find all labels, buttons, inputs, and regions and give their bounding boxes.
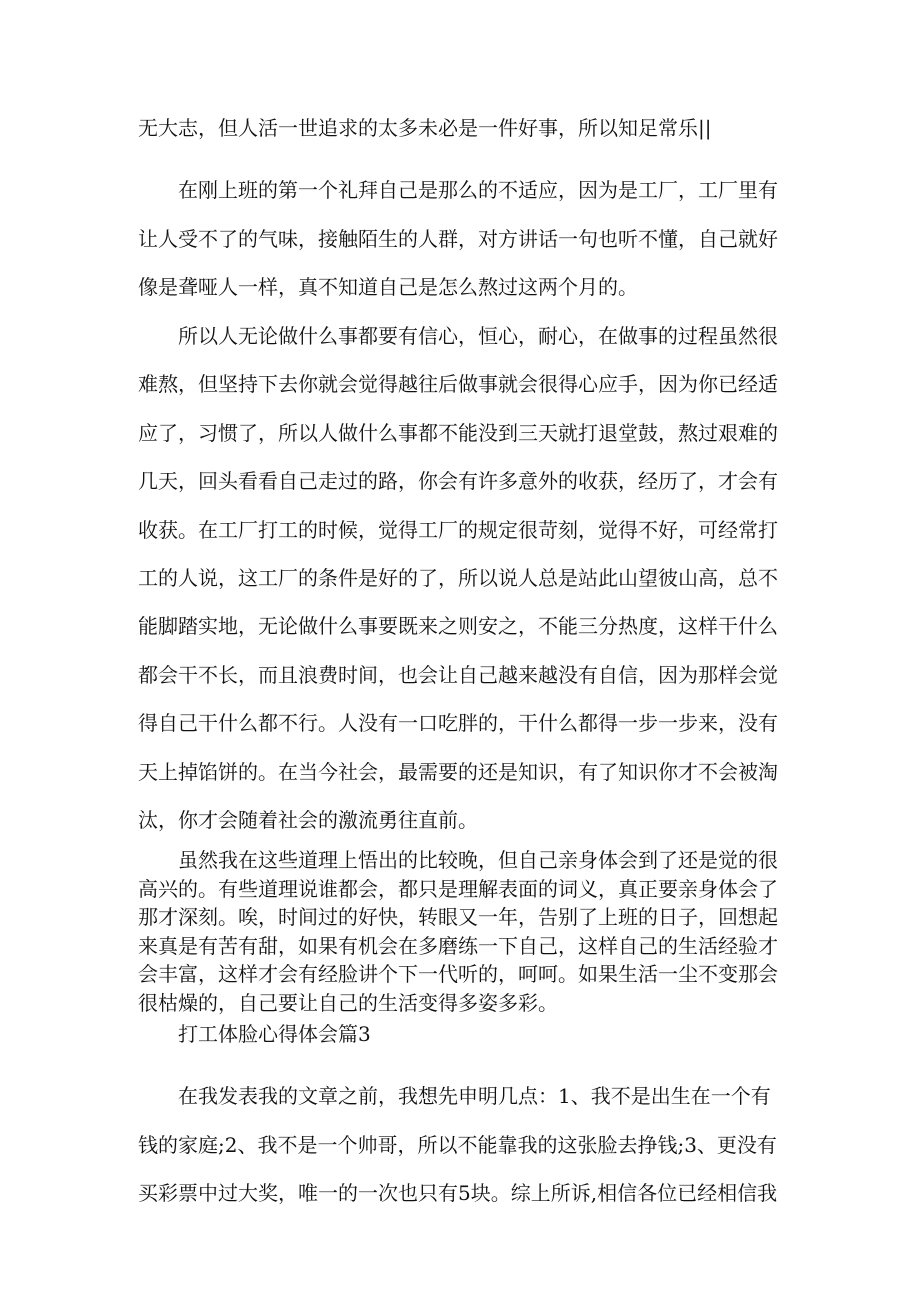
- text-line: 来真是有苦有甜，如果有机会在多磨练一下自己，这样自己的生活经验才: [138, 933, 778, 958]
- text-line: 在刚上班的第一个礼拜自己是那么的不适应，因为是工厂，工厂里有: [178, 178, 778, 202]
- text-line: 那才深刻。唉，时间过的好快，转眼又一年，告别了上班的日子，回想起: [138, 905, 778, 930]
- section-heading: 打工体脸心得体会篇3: [178, 1022, 371, 1046]
- text-line: 应了，习惯了，所以人做什么事都不能没到三天就打退堂鼓，熬过艰难的: [138, 420, 778, 445]
- text-line: 几天，回头看看自己走过的路，你会有许多意外的收获，经历了，才会有: [138, 469, 778, 494]
- paragraph-first-week: [138, 166, 783, 312]
- text-line: 收获。在工厂打工的时候，觉得工厂的规定很苛刻，觉得不好，可经常打: [138, 517, 778, 542]
- text-line: 都会干不长，而且浪费时间，也会让自己越来越没有自信，因为那样会觉: [138, 662, 778, 687]
- text-line: 买彩票中过大奖，唯一的一次也只有5块。综上所诉,相信各位已经相信我: [138, 1181, 778, 1205]
- text-line: 无大志，但人活一世追求的太多未必是一件好事，所以知足常乐||: [138, 116, 712, 140]
- text-line: 钱的家庭;2、我不是一个帅哥，所以不能靠我的这张脸去挣钱;3、更没有: [138, 1132, 777, 1157]
- text-line: 像是聋哑人一样，真不知道自己是怎么熬过这两个月的。: [138, 275, 638, 299]
- paragraph-continuation: [138, 116, 783, 140]
- text-line: 能脚踏实地，无论做什么事要既来之则安之，不能三分热度，这样干什么: [138, 614, 778, 639]
- text-line: 高兴的。有些道理说谁都会，都只是理解表面的词义，真正要亲身体会了: [138, 876, 778, 901]
- text-line: 会丰富，这样才会有经脸讲个下一代听的，呵呵。如果生活一尘不变那会: [138, 962, 778, 987]
- paragraph-disclaimer: [138, 1072, 783, 1218]
- text-line: 让人受不了的气味，接触陌生的人群，对方讲话一句也听不懂，自己就好: [138, 226, 778, 251]
- text-line: 天上掉馅饼的。在当今社会，最需要的还是知识，有了知识你才不会被淘: [138, 759, 778, 784]
- text-line: 所以人无论做什么事都要有信心，恒心，耐心，在做事的过程虽然很: [178, 324, 778, 348]
- text-line: 汰，你才会随着社会的激流勇往直前。: [138, 808, 478, 833]
- text-line: 虽然我在这些道理上悟出的比较晚，但自己亲身体会到了还是觉的很: [178, 848, 778, 872]
- text-line: 在我发表我的文章之前，我想先申明几点：1、我不是出生在一个有: [178, 1084, 771, 1108]
- text-line: 很枯燥的，自己要让自己的生活变得多姿多彩。: [138, 990, 558, 1015]
- text-line: 得自己干什么都不行。人没有一口吃胖的，干什么都得一步一步来，没有: [138, 711, 778, 736]
- text-line: 难熬，但坚持下去你就会觉得越往后做事就会很得心应手，因为你已经适: [138, 372, 778, 397]
- paragraph-perseverance: [138, 312, 783, 844]
- text-line: 工的人说，这工厂的条件是好的了，所以说人总是站此山望彼山高，总不: [138, 566, 778, 591]
- paragraph-reflection: [138, 846, 783, 1018]
